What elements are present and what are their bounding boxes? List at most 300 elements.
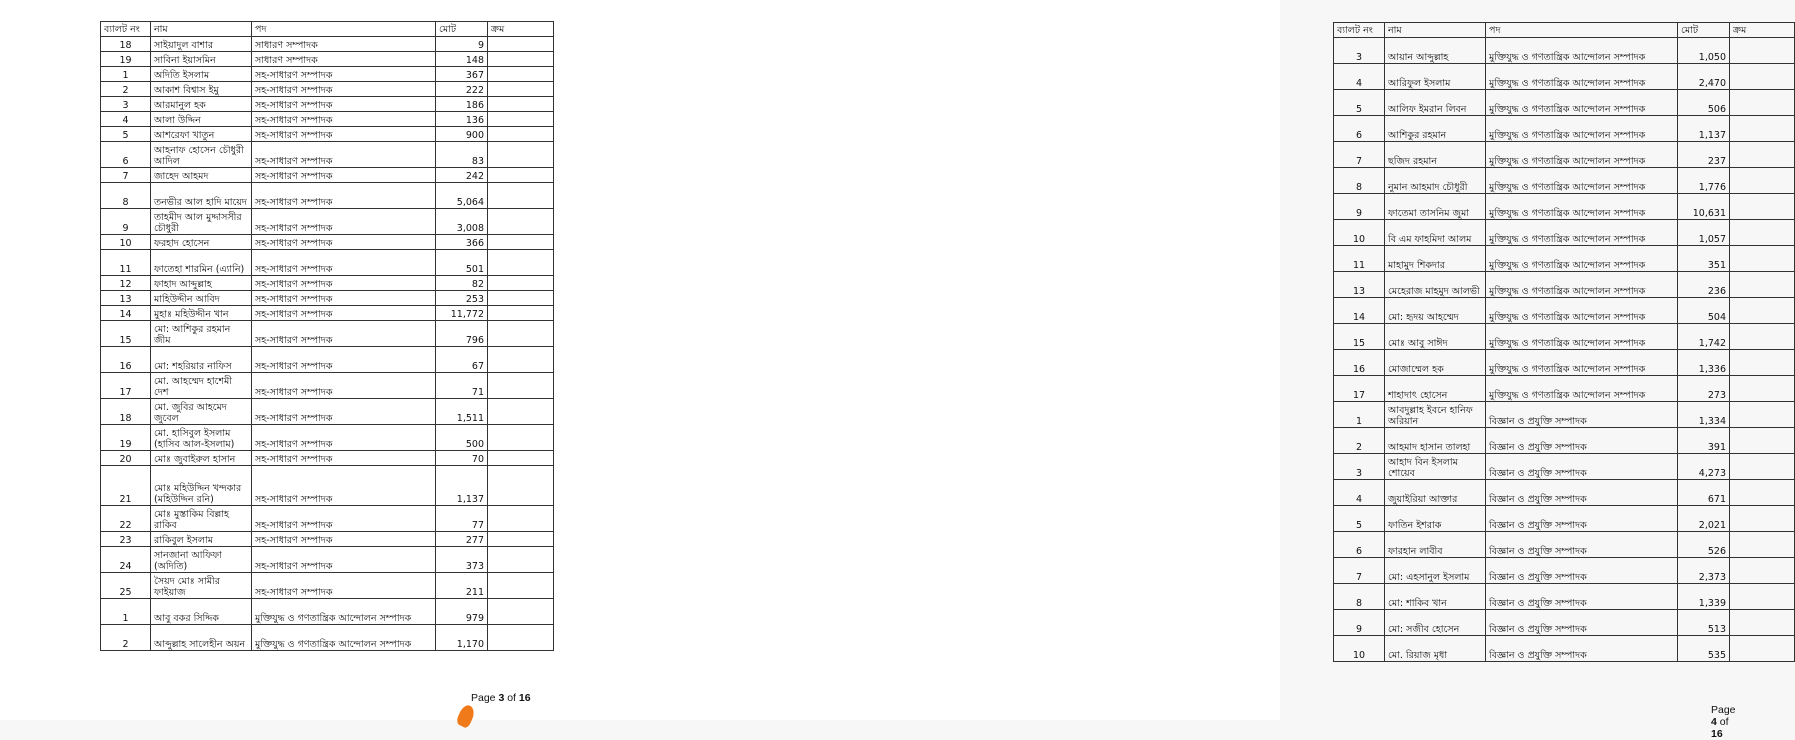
cell-post: সহ-সাধারণ সম্পাদক: [252, 451, 436, 466]
table-row: [1334, 142, 1795, 168]
cell-name: আলিফ ইমরান লিবন: [1385, 90, 1486, 116]
cell-votes: 500: [436, 425, 488, 451]
cell-ballot-no: 10: [1334, 220, 1385, 246]
cell-name: মোঃ আবু সাঈদ: [1385, 324, 1486, 350]
cell-rank: [1730, 90, 1795, 116]
cell-ballot-no: 5: [1334, 90, 1385, 116]
cell-ballot-no: 17: [101, 373, 151, 399]
cell-rank: [1730, 558, 1795, 584]
cell-rank: [1730, 532, 1795, 558]
cell-post: সাধারণ সম্পাদক: [252, 37, 436, 52]
cell-name: মোঃ মুস্তাকিম বিল্লাহ রাকিব: [151, 506, 252, 532]
cell-name: আশরেফা খাতুন: [151, 127, 252, 142]
header-name: নাম: [151, 22, 252, 37]
cell-votes: 5,064: [436, 183, 488, 209]
cell-rank: [488, 573, 554, 599]
cell-rank: [488, 97, 554, 112]
table-row: [1334, 402, 1795, 428]
table-row: [101, 547, 554, 573]
document-page-4: [640, 0, 1747, 740]
cell-rank: [1730, 402, 1795, 428]
cell-ballot-no: 2: [1334, 428, 1385, 454]
cell-votes: 136: [436, 112, 488, 127]
cell-rank: [488, 37, 554, 52]
cell-ballot-no: 8: [101, 183, 151, 209]
cell-rank: [488, 250, 554, 276]
cell-ballot-no: 1: [101, 67, 151, 82]
cell-post: মুক্তিযুদ্ধ ও গণতান্ত্রিক আন্দোলন সম্পাদক: [1486, 64, 1678, 90]
cell-ballot-no: 15: [101, 321, 151, 347]
cell-votes: 1,334: [1678, 402, 1730, 428]
cursor-mark: [455, 703, 477, 729]
cell-rank: [1730, 636, 1795, 662]
cell-votes: 77: [436, 506, 488, 532]
cell-votes: 366: [436, 235, 488, 250]
cell-ballot-no: 7: [1334, 142, 1385, 168]
table-row: [1334, 168, 1795, 194]
cell-post: সহ-সাধারণ সম্পাদক: [252, 347, 436, 373]
cell-votes: 71: [436, 373, 488, 399]
table-row: [1334, 584, 1795, 610]
cell-rank: [1730, 142, 1795, 168]
cell-name: আকাশ বিশ্বাস ইমু: [151, 82, 252, 97]
cell-votes: 211: [436, 573, 488, 599]
cell-name: আবু বকর সিদ্দিক: [151, 599, 252, 625]
cell-name: আহনাফ হোসেন চৌধুরী আদিল: [151, 142, 252, 168]
cell-votes: 1,057: [1678, 220, 1730, 246]
cell-votes: 242: [436, 168, 488, 183]
cell-post: মুক্তিযুদ্ধ ও গণতান্ত্রিক আন্দোলন সম্পাদক: [1486, 142, 1678, 168]
cell-post: সহ-সাধারণ সম্পাদক: [252, 532, 436, 547]
table-row: [101, 112, 554, 127]
cell-votes: 1,336: [1678, 350, 1730, 376]
cell-post: বিজ্ঞান ও প্রযুক্তি সম্পাদক: [1486, 402, 1678, 428]
cell-post: সহ-সাধারণ সম্পাদক: [252, 183, 436, 209]
cell-votes: 186: [436, 97, 488, 112]
cell-votes: 535: [1678, 636, 1730, 662]
table-row: [101, 250, 554, 276]
cell-rank: [488, 625, 554, 651]
cell-votes: 367: [436, 67, 488, 82]
cell-post: সহ-সাধারণ সম্পাদক: [252, 82, 436, 97]
cell-rank: [488, 168, 554, 183]
cell-rank: [488, 82, 554, 97]
cell-votes: 526: [1678, 532, 1730, 558]
cell-ballot-no: 8: [1334, 168, 1385, 194]
cell-rank: [488, 142, 554, 168]
cell-votes: 82: [436, 276, 488, 291]
cell-name: ফাহাদ আব্দুল্লাহ: [151, 276, 252, 291]
cell-name: তনভীর আল হাদি মায়েদ: [151, 183, 252, 209]
cell-votes: 253: [436, 291, 488, 306]
table-row: [101, 347, 554, 373]
table-row: [1334, 636, 1795, 662]
cell-name: সৈয়দ মোঃ সামীর ফাইয়াজ: [151, 573, 252, 599]
cell-ballot-no: 2: [101, 625, 151, 651]
table-row: [101, 37, 554, 52]
cell-ballot-no: 17: [1334, 376, 1385, 402]
table-header-row: [101, 22, 554, 37]
cell-votes: 70: [436, 451, 488, 466]
cell-name: আশিকুর রহমান: [1385, 116, 1486, 142]
cell-name: মোঃ জুবাইরুল হাসান: [151, 451, 252, 466]
table-row: [1334, 272, 1795, 298]
cell-post: সহ-সাধারণ সম্পাদক: [252, 547, 436, 573]
cell-ballot-no: 24: [101, 547, 151, 573]
cell-votes: 237: [1678, 142, 1730, 168]
cell-rank: [488, 373, 554, 399]
cell-ballot-no: 3: [101, 97, 151, 112]
header-post: পদ: [1486, 23, 1678, 38]
page-of: of: [1716, 716, 1729, 728]
table-row: [1334, 64, 1795, 90]
table-body: [101, 37, 554, 651]
table-row: [1334, 532, 1795, 558]
cell-ballot-no: 8: [1334, 584, 1385, 610]
cell-ballot-no: 9: [1334, 194, 1385, 220]
cell-post: সহ-সাধারণ সম্পাদক: [252, 306, 436, 321]
page-of: of: [504, 692, 519, 704]
cell-ballot-no: 12: [101, 276, 151, 291]
cell-name: মুহাঃ মহিউদ্দীন খান: [151, 306, 252, 321]
cell-votes: 4,273: [1678, 454, 1730, 480]
cell-name: আলা উদ্দিন: [151, 112, 252, 127]
cell-ballot-no: 11: [1334, 246, 1385, 272]
cell-rank: [488, 209, 554, 235]
cell-name: ছজিদ রহমান: [1385, 142, 1486, 168]
cell-post: মুক্তিযুদ্ধ ও গণতান্ত্রিক আন্দোলন সম্পাদক: [1486, 220, 1678, 246]
cell-rank: [488, 235, 554, 250]
cell-post: মুক্তিযুদ্ধ ও গণতান্ত্রিক আন্দোলন সম্পাদক: [1486, 272, 1678, 298]
table-row: [1334, 350, 1795, 376]
cell-ballot-no: 23: [101, 532, 151, 547]
cell-rank: [488, 306, 554, 321]
cell-name: আয়ান আব্দুল্লাহ: [1385, 38, 1486, 64]
cell-ballot-no: 19: [101, 52, 151, 67]
cell-post: বিজ্ঞান ও প্রযুক্তি সম্পাদক: [1486, 454, 1678, 480]
cell-rank: [488, 67, 554, 82]
cell-ballot-no: 4: [1334, 480, 1385, 506]
cell-name: মোজাম্মেল হক: [1385, 350, 1486, 376]
cell-post: সহ-সাধারণ সম্পাদক: [252, 67, 436, 82]
cell-votes: 391: [1678, 428, 1730, 454]
header-ballot-no: ব্যালট নং: [1334, 23, 1385, 38]
cell-ballot-no: 9: [1334, 610, 1385, 636]
cell-ballot-no: 16: [101, 347, 151, 373]
cell-post: সহ-সাধারণ সম্পাদক: [252, 466, 436, 506]
cell-rank: [1730, 584, 1795, 610]
cell-ballot-no: 13: [101, 291, 151, 306]
cell-name: সাইয়াদুল বাশার: [151, 37, 252, 52]
cell-votes: 1,776: [1678, 168, 1730, 194]
cell-name: অদিতি ইসলাম: [151, 67, 252, 82]
cell-votes: 1,339: [1678, 584, 1730, 610]
table-body: [1334, 38, 1795, 662]
page-number: [471, 692, 531, 704]
table-row: [1334, 246, 1795, 272]
table-row: [101, 625, 554, 651]
cell-post: সহ-সাধারণ সম্পাদক: [252, 142, 436, 168]
table-row: [101, 52, 554, 67]
cell-post: সহ-সাধারণ সম্পাদক: [252, 276, 436, 291]
cell-name: বি এম ফাহমিদা আলম: [1385, 220, 1486, 246]
cell-name: মো. রিয়াজ মৃধা: [1385, 636, 1486, 662]
cell-rank: [1730, 454, 1795, 480]
table-header-row: [1334, 23, 1795, 38]
cell-votes: 3,008: [436, 209, 488, 235]
cell-rank: [1730, 428, 1795, 454]
cell-rank: [488, 347, 554, 373]
header-votes: মোট: [1678, 23, 1730, 38]
cell-post: মুক্তিযুদ্ধ ও গণতান্ত্রিক আন্দোলন সম্পাদক: [1486, 38, 1678, 64]
cell-name: ফাতিন ইশরাক: [1385, 506, 1486, 532]
table-row: [101, 127, 554, 142]
cell-name: ফারহান লাবীব: [1385, 532, 1486, 558]
cell-votes: 67: [436, 347, 488, 373]
cell-rank: [1730, 220, 1795, 246]
table-row: [101, 82, 554, 97]
cell-post: বিজ্ঞান ও প্রযুক্তি সম্পাদক: [1486, 532, 1678, 558]
cell-ballot-no: 4: [101, 112, 151, 127]
table-row: [101, 306, 554, 321]
cell-votes: 11,772: [436, 306, 488, 321]
cell-ballot-no: 3: [1334, 454, 1385, 480]
cell-votes: 351: [1678, 246, 1730, 272]
cell-post: মুক্তিযুদ্ধ ও গণতান্ত্রিক আন্দোলন সম্পাদক: [1486, 90, 1678, 116]
table-row: [1334, 220, 1795, 246]
table-row: [1334, 116, 1795, 142]
cell-ballot-no: 22: [101, 506, 151, 532]
cell-rank: [488, 466, 554, 506]
cell-post: মুক্তিযুদ্ধ ও গণতান্ত্রিক আন্দোলন সম্পাদক: [1486, 298, 1678, 324]
page-prefix: Page: [1711, 704, 1736, 716]
cell-rank: [1730, 64, 1795, 90]
cell-name: ফরহাদ হোসেন: [151, 235, 252, 250]
table-row: [1334, 558, 1795, 584]
table-row: [101, 321, 554, 347]
cell-votes: 2,373: [1678, 558, 1730, 584]
cell-rank: [488, 183, 554, 209]
cell-rank: [488, 321, 554, 347]
cell-ballot-no: 7: [1334, 558, 1385, 584]
cell-post: সহ-সাধারণ সম্পাদক: [252, 291, 436, 306]
cell-votes: 236: [1678, 272, 1730, 298]
cell-post: সহ-সাধারণ সম্পাদক: [252, 97, 436, 112]
cell-name: মো. জুবির আহমেদ জুবেল: [151, 399, 252, 425]
cell-ballot-no: 5: [101, 127, 151, 142]
cell-rank: [1730, 246, 1795, 272]
cell-name: মোঃ মহিউদ্দিন খন্দকার (মহিউদ্দিন রনি): [151, 466, 252, 506]
cell-post: মুক্তিযুদ্ধ ও গণতান্ত্রিক আন্দোলন সম্পাদক: [1486, 168, 1678, 194]
table-row: [101, 399, 554, 425]
cell-name: আব্দুল্লাহ সালেহীন অয়ন: [151, 625, 252, 651]
cell-votes: 9: [436, 37, 488, 52]
cell-rank: [1730, 376, 1795, 402]
cell-votes: 1,050: [1678, 38, 1730, 64]
cell-ballot-no: 5: [1334, 506, 1385, 532]
header-name: নাম: [1385, 23, 1486, 38]
cell-post: সহ-সাধারণ সম্পাদক: [252, 573, 436, 599]
table-row: [101, 97, 554, 112]
table-row: [1334, 298, 1795, 324]
table-row: [1334, 38, 1795, 64]
table-row: [1334, 454, 1795, 480]
cell-rank: [488, 291, 554, 306]
page-prefix: Page: [471, 692, 499, 704]
page-total: 16: [518, 692, 531, 704]
cell-votes: 979: [436, 599, 488, 625]
table-row: [1334, 506, 1795, 532]
cell-name: মো: এহসানুল ইসলাম: [1385, 558, 1486, 584]
table-row: [1334, 376, 1795, 402]
table-row: [101, 599, 554, 625]
cell-ballot-no: 6: [1334, 532, 1385, 558]
cell-post: বিজ্ঞান ও প্রযুক্তি সম্পাদক: [1486, 428, 1678, 454]
cell-post: সাধারণ সম্পাদক: [252, 52, 436, 67]
cell-votes: 1,137: [436, 466, 488, 506]
table-row: [101, 451, 554, 466]
cell-name: মো. হাসিবুল ইসলাম (হাসিব আল-ইসলাম): [151, 425, 252, 451]
cell-rank: [488, 425, 554, 451]
cell-votes: 513: [1678, 610, 1730, 636]
cell-post: সহ-সাধারণ সম্পাদক: [252, 425, 436, 451]
cell-post: মুক্তিযুদ্ধ ও গণতান্ত্রিক আন্দোলন সম্পাদক: [1486, 324, 1678, 350]
cell-name: ফাতেহা শারমিন (এ্যানি): [151, 250, 252, 276]
cell-post: সহ-সাধারণ সম্পাদক: [252, 209, 436, 235]
cell-name: আরিফুল ইসলাম: [1385, 64, 1486, 90]
cell-rank: [1730, 38, 1795, 64]
cell-rank: [488, 506, 554, 532]
cell-name: তাহমীদ আল মুদ্দাসসীর চৌধুরী: [151, 209, 252, 235]
cell-post: সহ-সাধারণ সম্পাদক: [252, 250, 436, 276]
cell-name: মো: সজীব হোসেন: [1385, 610, 1486, 636]
page-current: 4: [1711, 716, 1717, 728]
cell-votes: 1,170: [436, 625, 488, 651]
cell-post: মুক্তিযুদ্ধ ও গণতান্ত্রিক আন্দোলন সম্পাদক: [1486, 116, 1678, 142]
cell-name: জুয়াইরিয়া আক্তার: [1385, 480, 1486, 506]
results-table: [1333, 22, 1795, 662]
cell-votes: 10,631: [1678, 194, 1730, 220]
page-total: 16: [1711, 728, 1723, 740]
cell-name: মাহামুদ শিকদার: [1385, 246, 1486, 272]
cell-ballot-no: 14: [101, 306, 151, 321]
cell-ballot-no: 6: [101, 142, 151, 168]
cell-ballot-no: 20: [101, 451, 151, 466]
table-row: [101, 67, 554, 82]
cell-rank: [488, 399, 554, 425]
cell-name: সাবিনা ইয়াসমিন: [151, 52, 252, 67]
cell-ballot-no: 19: [101, 425, 151, 451]
cell-rank: [488, 451, 554, 466]
cell-rank: [1730, 610, 1795, 636]
cell-ballot-no: 7: [101, 168, 151, 183]
table-row: [101, 168, 554, 183]
cell-name: আহাদ বিন ইসলাম শোয়েব: [1385, 454, 1486, 480]
table-row: [101, 425, 554, 451]
cell-name: শাহাদাৎ হোসেন: [1385, 376, 1486, 402]
cell-post: মুক্তিযুদ্ধ ও গণতান্ত্রিক আন্দোলন সম্পাদক: [1486, 246, 1678, 272]
cell-rank: [488, 599, 554, 625]
cell-name: নুমান আহমাদ চৌধুরী: [1385, 168, 1486, 194]
cell-name: মো: আশিকুর রহমান জীম: [151, 321, 252, 347]
cell-votes: 2,021: [1678, 506, 1730, 532]
table-row: [1334, 194, 1795, 220]
cell-post: বিজ্ঞান ও প্রযুক্তি সম্পাদক: [1486, 636, 1678, 662]
cell-rank: [488, 52, 554, 67]
cell-rank: [488, 276, 554, 291]
cell-name: মো: শাকিব খান: [1385, 584, 1486, 610]
header-rank: ক্রম: [1730, 23, 1795, 38]
cell-post: মুক্তিযুদ্ধ ও গণতান্ত্রিক আন্দোলন সম্পাদক: [252, 625, 436, 651]
table-row: [1334, 610, 1795, 636]
cell-rank: [1730, 480, 1795, 506]
cell-votes: 373: [436, 547, 488, 573]
table-row: [1334, 480, 1795, 506]
cell-votes: 1,137: [1678, 116, 1730, 142]
cell-ballot-no: 1: [1334, 402, 1385, 428]
cell-name: সানজানা আফিফা (অদিতি): [151, 547, 252, 573]
cell-ballot-no: 6: [1334, 116, 1385, 142]
cell-post: বিজ্ঞান ও প্রযুক্তি সম্পাদক: [1486, 480, 1678, 506]
cell-post: মুক্তিযুদ্ধ ও গণতান্ত্রিক আন্দোলন সম্পাদক: [1486, 350, 1678, 376]
cell-ballot-no: 18: [101, 399, 151, 425]
cell-post: সহ-সাধারণ সম্পাদক: [252, 112, 436, 127]
cell-post: সহ-সাধারণ সম্পাদক: [252, 321, 436, 347]
cell-name: আবদুল্লাহ ইবনে হানিফ অরিয়ান: [1385, 402, 1486, 428]
cell-votes: 222: [436, 82, 488, 97]
cell-name: আরমানুল হক: [151, 97, 252, 112]
cell-ballot-no: 4: [1334, 64, 1385, 90]
cell-post: মুক্তিযুদ্ধ ও গণতান্ত্রিক আন্দোলন সম্পাদক: [1486, 376, 1678, 402]
cell-rank: [1730, 350, 1795, 376]
cell-rank: [1730, 506, 1795, 532]
cell-post: মুক্তিযুদ্ধ ও গণতান্ত্রিক আন্দোলন সম্পাদক: [1486, 194, 1678, 220]
cell-votes: 277: [436, 532, 488, 547]
cell-ballot-no: 14: [1334, 298, 1385, 324]
cell-votes: 148: [436, 52, 488, 67]
page-current: 3: [498, 692, 505, 704]
cell-ballot-no: 25: [101, 573, 151, 599]
table-row: [101, 573, 554, 599]
cell-ballot-no: 16: [1334, 350, 1385, 376]
cell-votes: 504: [1678, 298, 1730, 324]
cell-votes: 900: [436, 127, 488, 142]
cell-rank: [1730, 272, 1795, 298]
cell-ballot-no: 1: [101, 599, 151, 625]
cell-ballot-no: 10: [1334, 636, 1385, 662]
cell-name: মো: শহরিয়ার নাফিস: [151, 347, 252, 373]
cell-rank: [488, 547, 554, 573]
cell-votes: 671: [1678, 480, 1730, 506]
table-row: [101, 466, 554, 506]
table-row: [1334, 428, 1795, 454]
cell-votes: 501: [436, 250, 488, 276]
document-page-3: [0, 0, 640, 720]
cell-name: মো. আহম্মেদ হাশেমী দেশ: [151, 373, 252, 399]
cell-post: সহ-সাধারণ সম্পাদক: [252, 373, 436, 399]
cell-post: সহ-সাধারণ সম্পাদক: [252, 399, 436, 425]
cell-post: বিজ্ঞান ও প্রযুক্তি সম্পাদক: [1486, 558, 1678, 584]
cell-ballot-no: 2: [101, 82, 151, 97]
table-row: [1334, 90, 1795, 116]
cell-ballot-no: 10: [101, 235, 151, 250]
page-number: [1711, 704, 1736, 740]
cell-rank: [1730, 324, 1795, 350]
cell-ballot-no: 3: [1334, 38, 1385, 64]
table-row: [101, 373, 554, 399]
cell-ballot-no: 21: [101, 466, 151, 506]
header-ballot-no: ব্যালট নং: [101, 22, 151, 37]
